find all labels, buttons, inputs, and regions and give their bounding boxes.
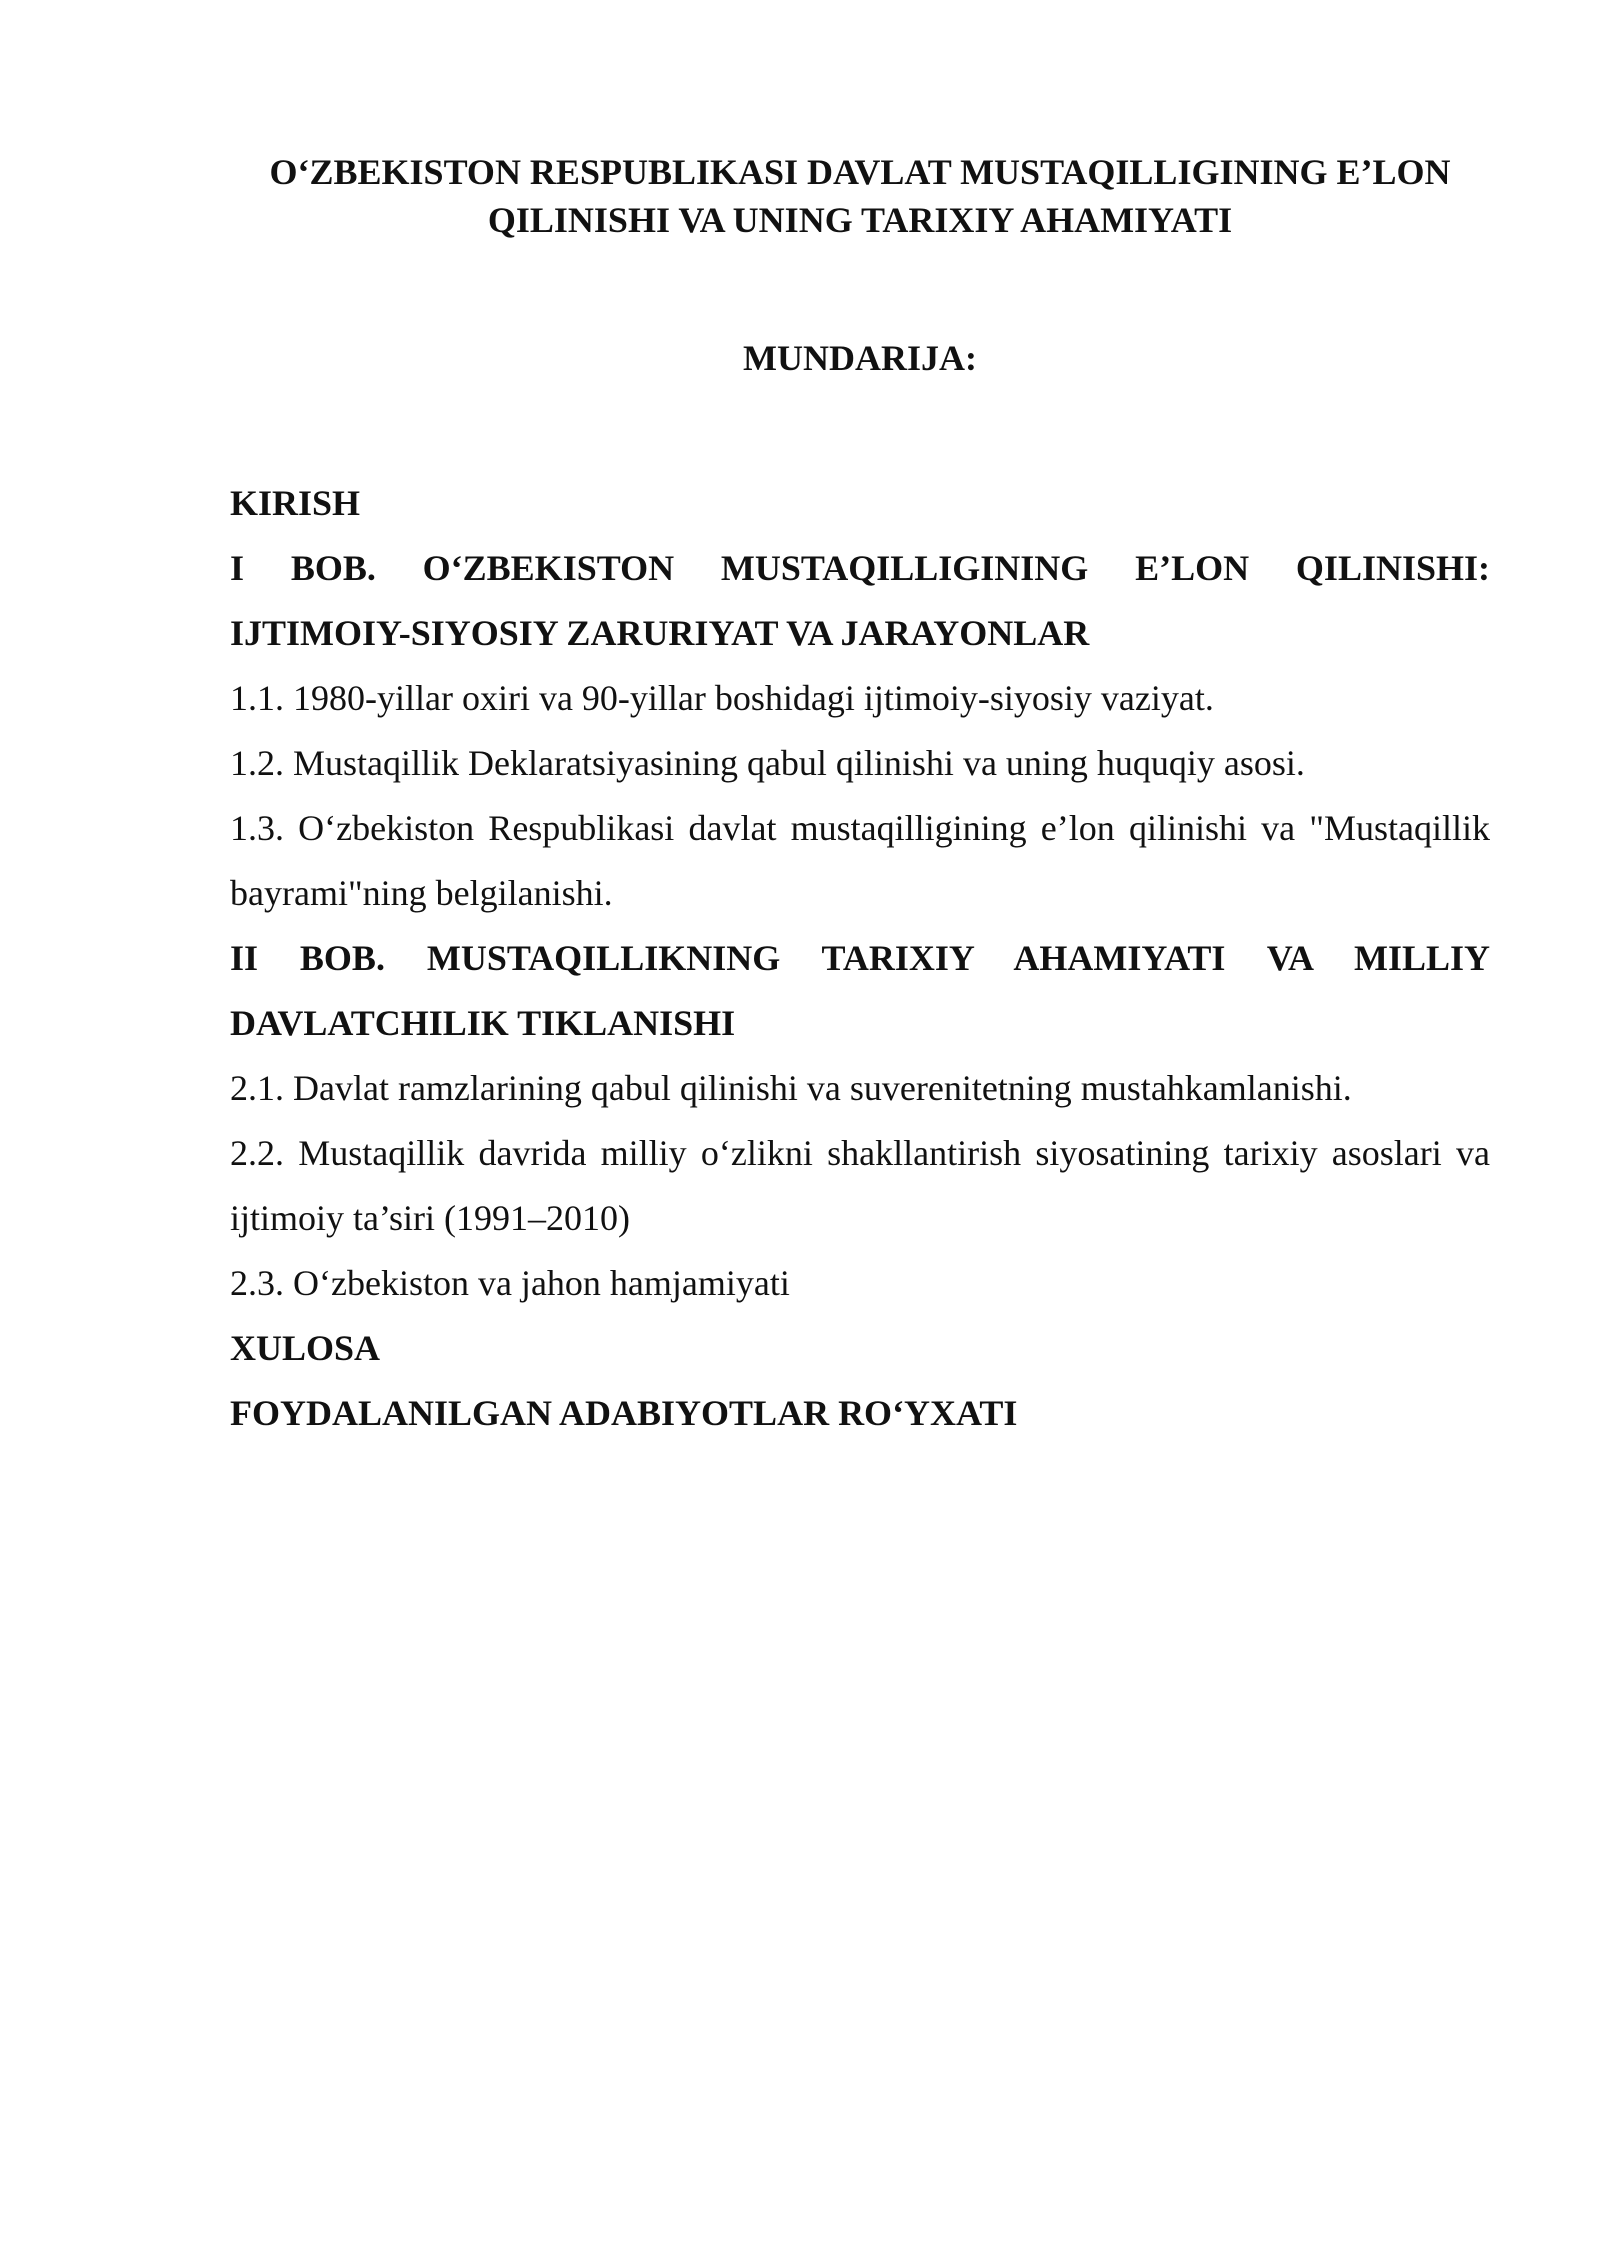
toc-entry-section-1-1: 1.1. 1980-yillar oxiri va 90-yillar boshidagi ijtimoiy-siyosiy vaziyat. <box>230 678 1214 718</box>
toc-entry-section-2-1: 2.1. Davlat ramzlarining qabul qilinishi va suverenitetning mustahkamlanishi. <box>230 1068 1352 1108</box>
toc-entry-references: FOYDALANILGAN ADABIYOTLAR RO‘YXATI <box>230 1393 1018 1433</box>
toc-heading: MUNDARIJA: <box>743 338 977 378</box>
table-of-contents <box>230 471 1490 1446</box>
toc-entry-chapter-2: II BOB. MUSTAQILLIKNING TARIXIY AHAMIYATI VA MILLIY DAVLATCHILIK TIKLANISHI <box>230 938 1490 1043</box>
toc-entry-chapter-1: I BOB. O‘ZBEKISTON MUSTAQILLIGINING E’LON QILINISHI: IJTIMOIY-SIYOSIY ZARURIYAT VA JARAYONLAR <box>230 548 1490 653</box>
toc-entry-conclusion: XULOSA <box>230 1328 381 1368</box>
toc-entry-section-2-2: 2.2. Mustaqillik davrida milliy o‘zlikni shakllantirish siyosatining tarixiy asoslari va ijtimoiy ta’siri (1991–2010) <box>230 1133 1490 1238</box>
toc-entry-section-1-3: 1.3. O‘zbekiston Respublikasi davlat mustaqilligining e’lon qilinishi va "Mustaqillik bayrami"ning belgilanishi. <box>230 808 1490 913</box>
document-title: O‘ZBEKISTON RESPUBLIKASI DAVLAT MUSTAQILLIGINING E’LON QILINISHI VA UNING TARIXIY AHAMIYATI <box>269 152 1451 240</box>
toc-entry-section-2-3: 2.3. O‘zbekiston va jahon hamjamiyati <box>230 1263 790 1303</box>
toc-entry-introduction: KIRISH <box>230 483 361 523</box>
toc-entry-section-1-2: 1.2. Mustaqillik Deklaratsiyasining qabul qilinishi va uning huquqiy asosi. <box>230 743 1305 783</box>
